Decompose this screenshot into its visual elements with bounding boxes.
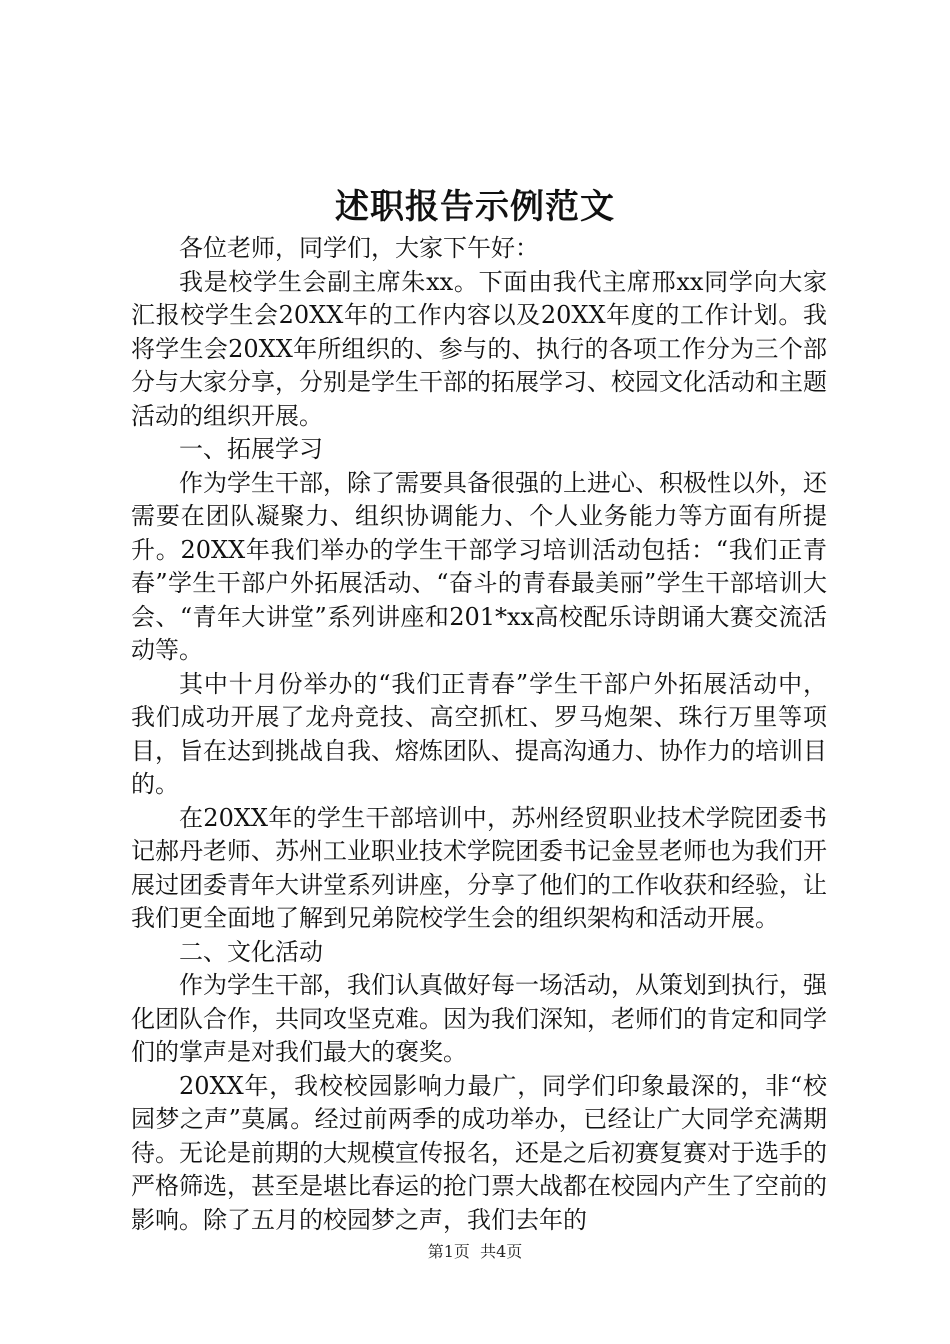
- section-heading-cultural-activities: 二、文化活动: [179, 937, 323, 966]
- document-body: [131, 232, 827, 1237]
- body-paragraph: 作为学生干部，除了需要具备很强的上进心、积极性以外，还需要在团队凝聚力、组织协调能力、个人业务能力等方面有所提升。20XX年我们举办的学生干部学习培训活动包括：“我们正青春”学生干部户外拓展活动、“奋斗的青春最美丽”学生干部培训大会、“青年大讲堂”系列讲座和201*xx高校配乐诗朗诵大赛交流活动等。: [131, 468, 827, 664]
- greeting-paragraph: 各位老师，同学们，大家下午好：: [179, 234, 539, 262]
- section-heading-expansion-learning: 一、拓展学习: [179, 435, 323, 463]
- document-title: 述职报告示例范文: [335, 187, 615, 227]
- intro-paragraph: 我是校学生会副主席朱xx。下面由我代主席邢xx同学向大家汇报校学生会20XX年的工作内容以及20XX年度的工作计划。我将学生会20XX年所组织的、参与的、执行的各项工作分为三个部分与大家分享，分别是学生干部的拓展学习、校园文化活动和主题活动的组织开展。: [131, 267, 827, 430]
- body-paragraph: 20XX年，我校校园影响力最广，同学们印象最深的，非“校园梦之声”莫属。经过前两季的成功举办，已经让广大同学充满期待。无论是前期的大规模宣传报名，还是之后初赛复赛对于选手的严格筛选，甚至是堪比春运的抢门票大战都在校园内产生了空前的影响。除了五月的校园梦之声，我们去年的: [131, 1071, 827, 1234]
- body-paragraph: 其中十月份举办的“我们正青春”学生干部户外拓展活动中，我们成功开展了龙舟竞技、高空抓杠、罗马炮架、珠行万里等项目，旨在达到挑战自我、熔炼团队、提高沟通力、协作力的培训目的。: [131, 669, 827, 798]
- body-paragraph: 作为学生干部，我们认真做好每一场活动，从策划到执行，强化团队合作，共同攻坚克难。因为我们深知，老师们的肯定和同学们的掌声是对我们最大的褒奖。: [131, 971, 827, 1066]
- page-number-label: 第1页 共4页: [427, 1242, 523, 1261]
- body-paragraph: 在20XX年的学生干部培训中，苏州经贸职业技术学院团委书记郝丹老师、苏州工业职业技术学院团委书记金昱老师也为我们开展过团委青年大讲堂系列讲座，分享了他们的工作收获和经验，让我们更全面地了解到兄弟院校学生会的组织架构和活动开展。: [131, 803, 827, 932]
- page-footer: [0, 1240, 950, 1264]
